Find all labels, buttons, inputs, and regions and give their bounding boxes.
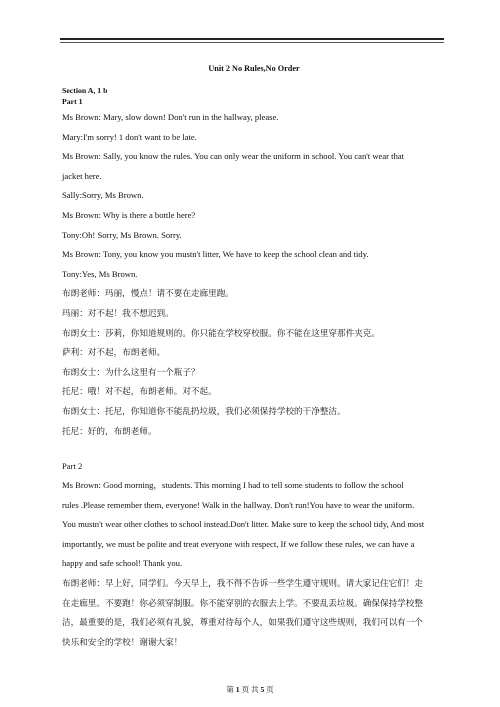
dialogue-line: jacket here. — [62, 170, 102, 181]
speech-line: You mustn't wear other clothes to school instead.Don't litter. Make sure to keep the school tidy, And most — [62, 519, 425, 530]
header-rule-thin — [60, 42, 444, 43]
part1-heading: Part 1 — [62, 97, 83, 106]
dialogue-line: Mary:I'm sorry! 1 don't want to be late. — [62, 131, 197, 142]
footer-prefix: 第 — [226, 685, 234, 694]
dialogue-line-zh: 布朗女士：托尼，你知道你不能乱扔垃圾，我们必须保持学校的干净整洁。 — [62, 405, 346, 416]
part2-heading: Part 2 — [62, 460, 83, 471]
footer-total-pages: 5 — [260, 685, 265, 694]
speech-line: Ms Brown: Good morning，students. This morning I had to tell some students to follow the school — [62, 480, 404, 491]
dialogue-line-zh: 托尼：好的，布朗老师。 — [62, 425, 157, 436]
speech-line-zh: 洁，最重要的是，我们必须有礼貌，尊重对待每个人，如果我们遵守这些规则，我们可以有一个 — [62, 617, 423, 628]
dialogue-line-zh: 玛丽：对不起！我不想迟到。 — [62, 307, 174, 318]
document-title: Unit 2 No Rules,No Order — [208, 64, 300, 73]
footer-suffix: 页 — [266, 685, 274, 694]
speech-line: importantly, we must be polite and treat everyone with respect, If we follow these rules, we can have a — [62, 538, 415, 549]
dialogue-line: Tony:Oh! Sorry, Ms Brown. Sorry. — [62, 229, 182, 240]
footer-page-number: 1 — [235, 685, 240, 694]
dialogue-line-zh: 萨利：对不起，布朗老师。 — [62, 347, 166, 358]
footer-middle: 页 共 — [241, 685, 259, 694]
dialogue-line-zh: 布朗女士：为什么这里有一个瓶子？ — [62, 366, 200, 377]
speech-line: rules .Please remember them, everyone! Walk in the hallway. Don't run!You have to wear the uniform. — [62, 499, 415, 510]
page-footer — [0, 684, 500, 695]
dialogue-line: Ms Brown: Mary, slow down! Don't run in the hallway, please. — [62, 112, 279, 122]
dialogue-line-zh: 托尼：哦！对不起，布朗老师。对不起。 — [62, 386, 217, 397]
dialogue-line-zh: 布朗女士：莎莉，你知道规则的。你只能在学校穿校服。你不能在这里穿那件夹克。 — [62, 327, 380, 338]
dialogue-line: Ms Brown: Tony, you know you mustn't litter, We have to keep the school clean and tidy. — [62, 249, 369, 260]
dialogue-line: Tony:Yes, Ms Brown. — [62, 268, 138, 279]
part1-dialogue — [62, 111, 446, 438]
dialogue-line: Ms Brown: Sally, you know the rules. You can only wear the uniform in school. You can't wear that — [62, 151, 405, 162]
speech-line-zh: 布朗老师：早上好，同学们。今天早上，我不得不告诉一些学生遵守规则。请大家记住它们！走 — [62, 578, 423, 589]
part2-speech-english — [62, 479, 446, 570]
document-body — [62, 62, 446, 649]
dialogue-line-zh: 布朗老师：玛丽，慢点！请不要在走廊里跑。 — [62, 288, 234, 299]
section-heading: Section A, 1 b — [62, 86, 108, 95]
dialogue-line: Sally:Sorry, Ms Brown. — [62, 190, 144, 201]
speech-line: happy and safe school! Thank you. — [62, 558, 183, 569]
part2-speech-chinese — [62, 577, 446, 649]
header-rule-thick — [60, 38, 444, 40]
speech-line-zh: 在走廊里。不要跑！你必须穿制服。你不能穿别的衣服去上学。不要乱丢垃圾。确保保持学校整 — [62, 597, 423, 608]
dialogue-line: Ms Brown: Why is there a bottle here? — [62, 209, 196, 220]
speech-line-zh: 快乐和安全的学校！谢谢大家！ — [62, 636, 183, 647]
